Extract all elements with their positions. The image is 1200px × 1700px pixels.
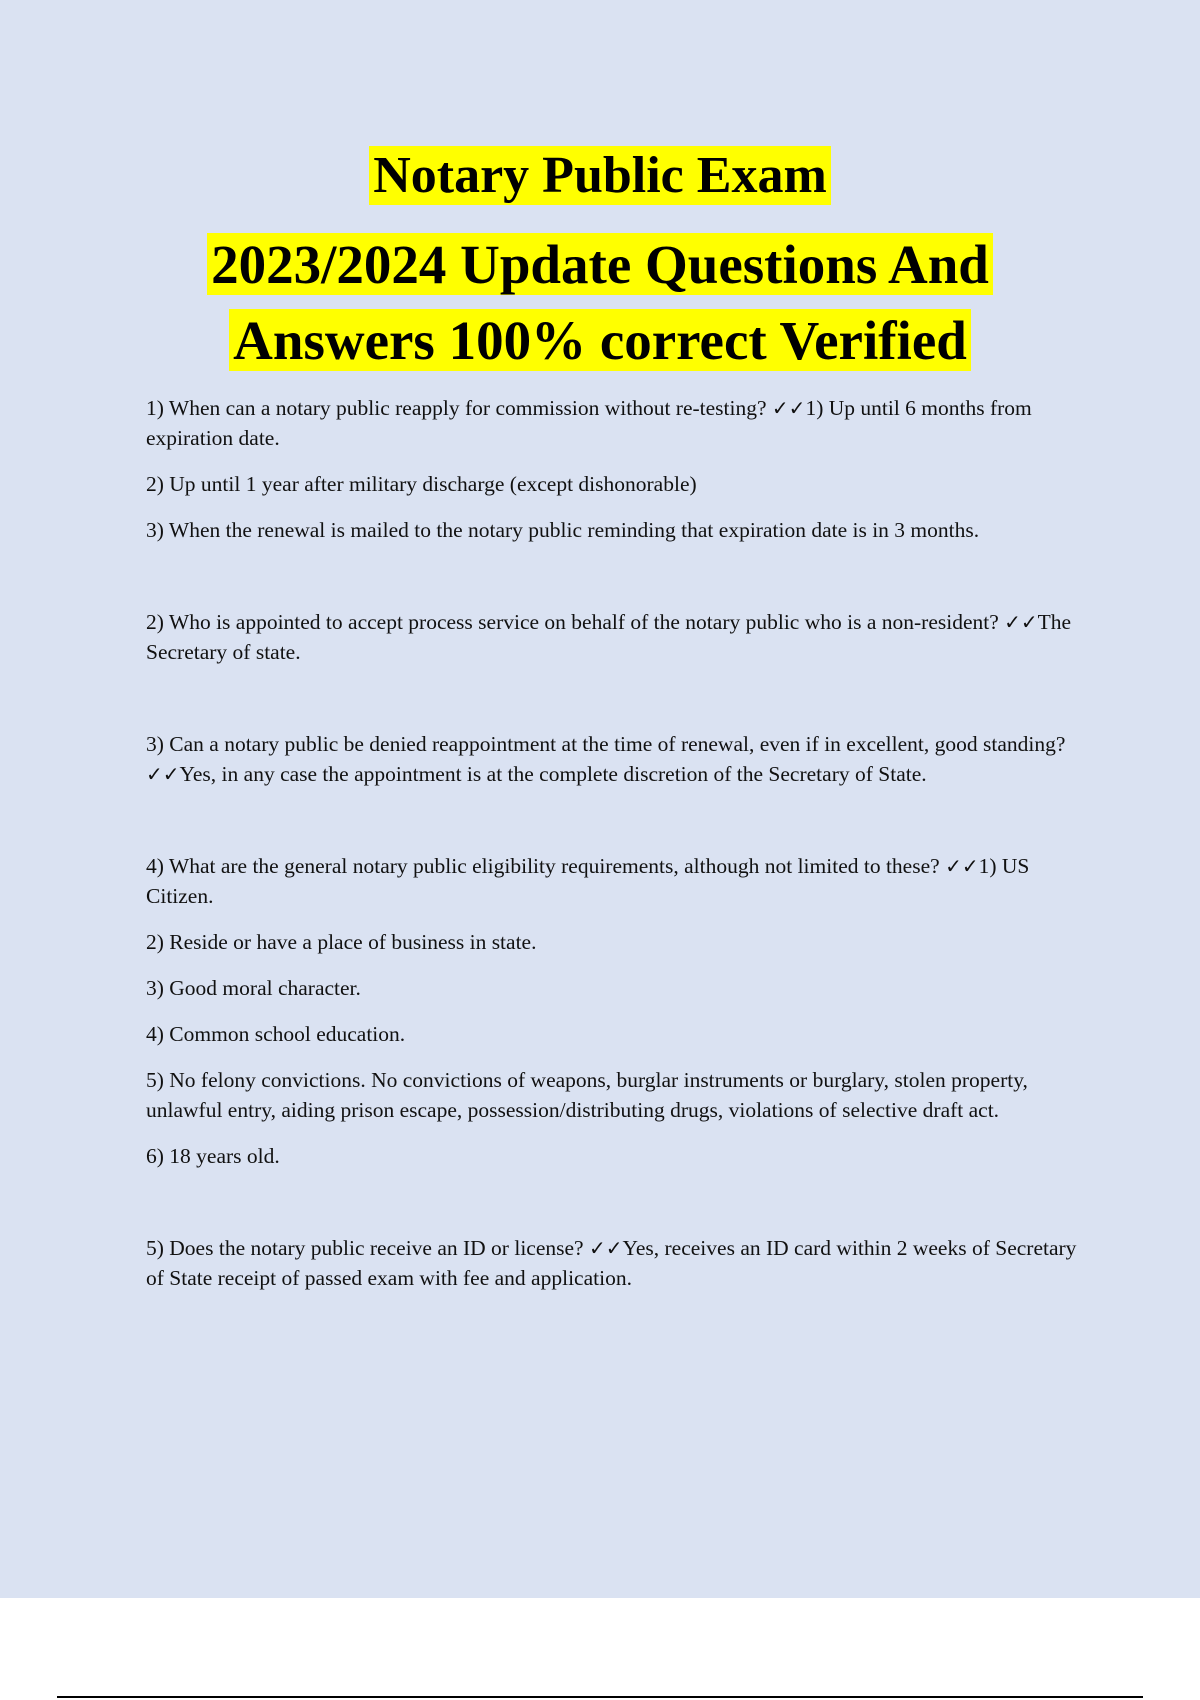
title-line-2: 2023/2024 Update Questions And (207, 233, 993, 295)
question-text: 5) Does the notary public receive an ID or license? (146, 1236, 584, 1260)
answer-item: 6) 18 years old. (146, 1144, 280, 1168)
qa-paragraph (146, 851, 1086, 911)
answer-item: 3) When the renewal is mailed to the notary public reminding that expiration date is in 3 months. (146, 518, 980, 542)
double-check-icon: ✓✓ (945, 854, 979, 878)
qa-paragraph (146, 607, 1086, 667)
answer-text: Yes, receives an ID card within 2 weeks of Secretary of State receipt of passed exam with fee and application. (146, 1236, 1077, 1290)
answer-item: 3) Good moral character. (146, 976, 361, 1000)
qa-item-4 (146, 851, 1086, 1171)
answer-item: 2) Up until 1 year after military discharge (except dishonorable) (146, 472, 697, 496)
double-check-icon: ✓✓ (146, 762, 180, 786)
answer-item: 4) Common school education. (146, 1022, 406, 1046)
question-text: 2) Who is appointed to accept process service on behalf of the notary public who is a non-resident? (146, 610, 999, 634)
title-line-3: Answers 100% correct Verified (229, 309, 971, 371)
qa-paragraph (146, 729, 1086, 789)
answer-text: 1) US Citizen. (146, 854, 1030, 908)
qa-item-1 (146, 393, 1086, 545)
qa-list (146, 393, 1086, 1309)
document-title (0, 146, 1200, 371)
qa-item-2 (146, 607, 1086, 667)
answer-item: 5) No felony convictions. No convictions of weapons, burglar instruments or burglary, stolen property, unlawful entry, aiding prison escape, possession/distributing drugs, violations of selective draft act. (146, 1068, 1028, 1122)
double-check-icon: ✓✓ (771, 396, 806, 420)
answer-text: 1) Up until 6 months from expiration date. (146, 396, 1032, 450)
title-line-1: Notary Public Exam (369, 146, 831, 205)
qa-item-3 (146, 729, 1086, 789)
question-text: 4) What are the general notary public eligibility requirements, although not limited to these? (146, 854, 940, 878)
qa-paragraph (146, 393, 1086, 453)
question-text: 1) When can a notary public reapply for commission without re-testing? (146, 396, 767, 420)
answer-text: Yes, in any case the appointment is at the complete discretion of the Secretary of State. (179, 762, 927, 786)
qa-item-5 (146, 1233, 1086, 1293)
double-check-icon: ✓✓ (588, 1236, 623, 1260)
answer-text: The Secretary of state. (146, 610, 1072, 664)
question-text: 3) Can a notary public be denied reappointment at the time of renewal, even if in excellent, good standing? (146, 732, 1066, 756)
qa-paragraph (146, 1233, 1086, 1293)
footer-divider (57, 1696, 1143, 1698)
double-check-icon: ✓✓ (1004, 610, 1038, 634)
answer-item: 2) Reside or have a place of business in state. (146, 930, 537, 954)
